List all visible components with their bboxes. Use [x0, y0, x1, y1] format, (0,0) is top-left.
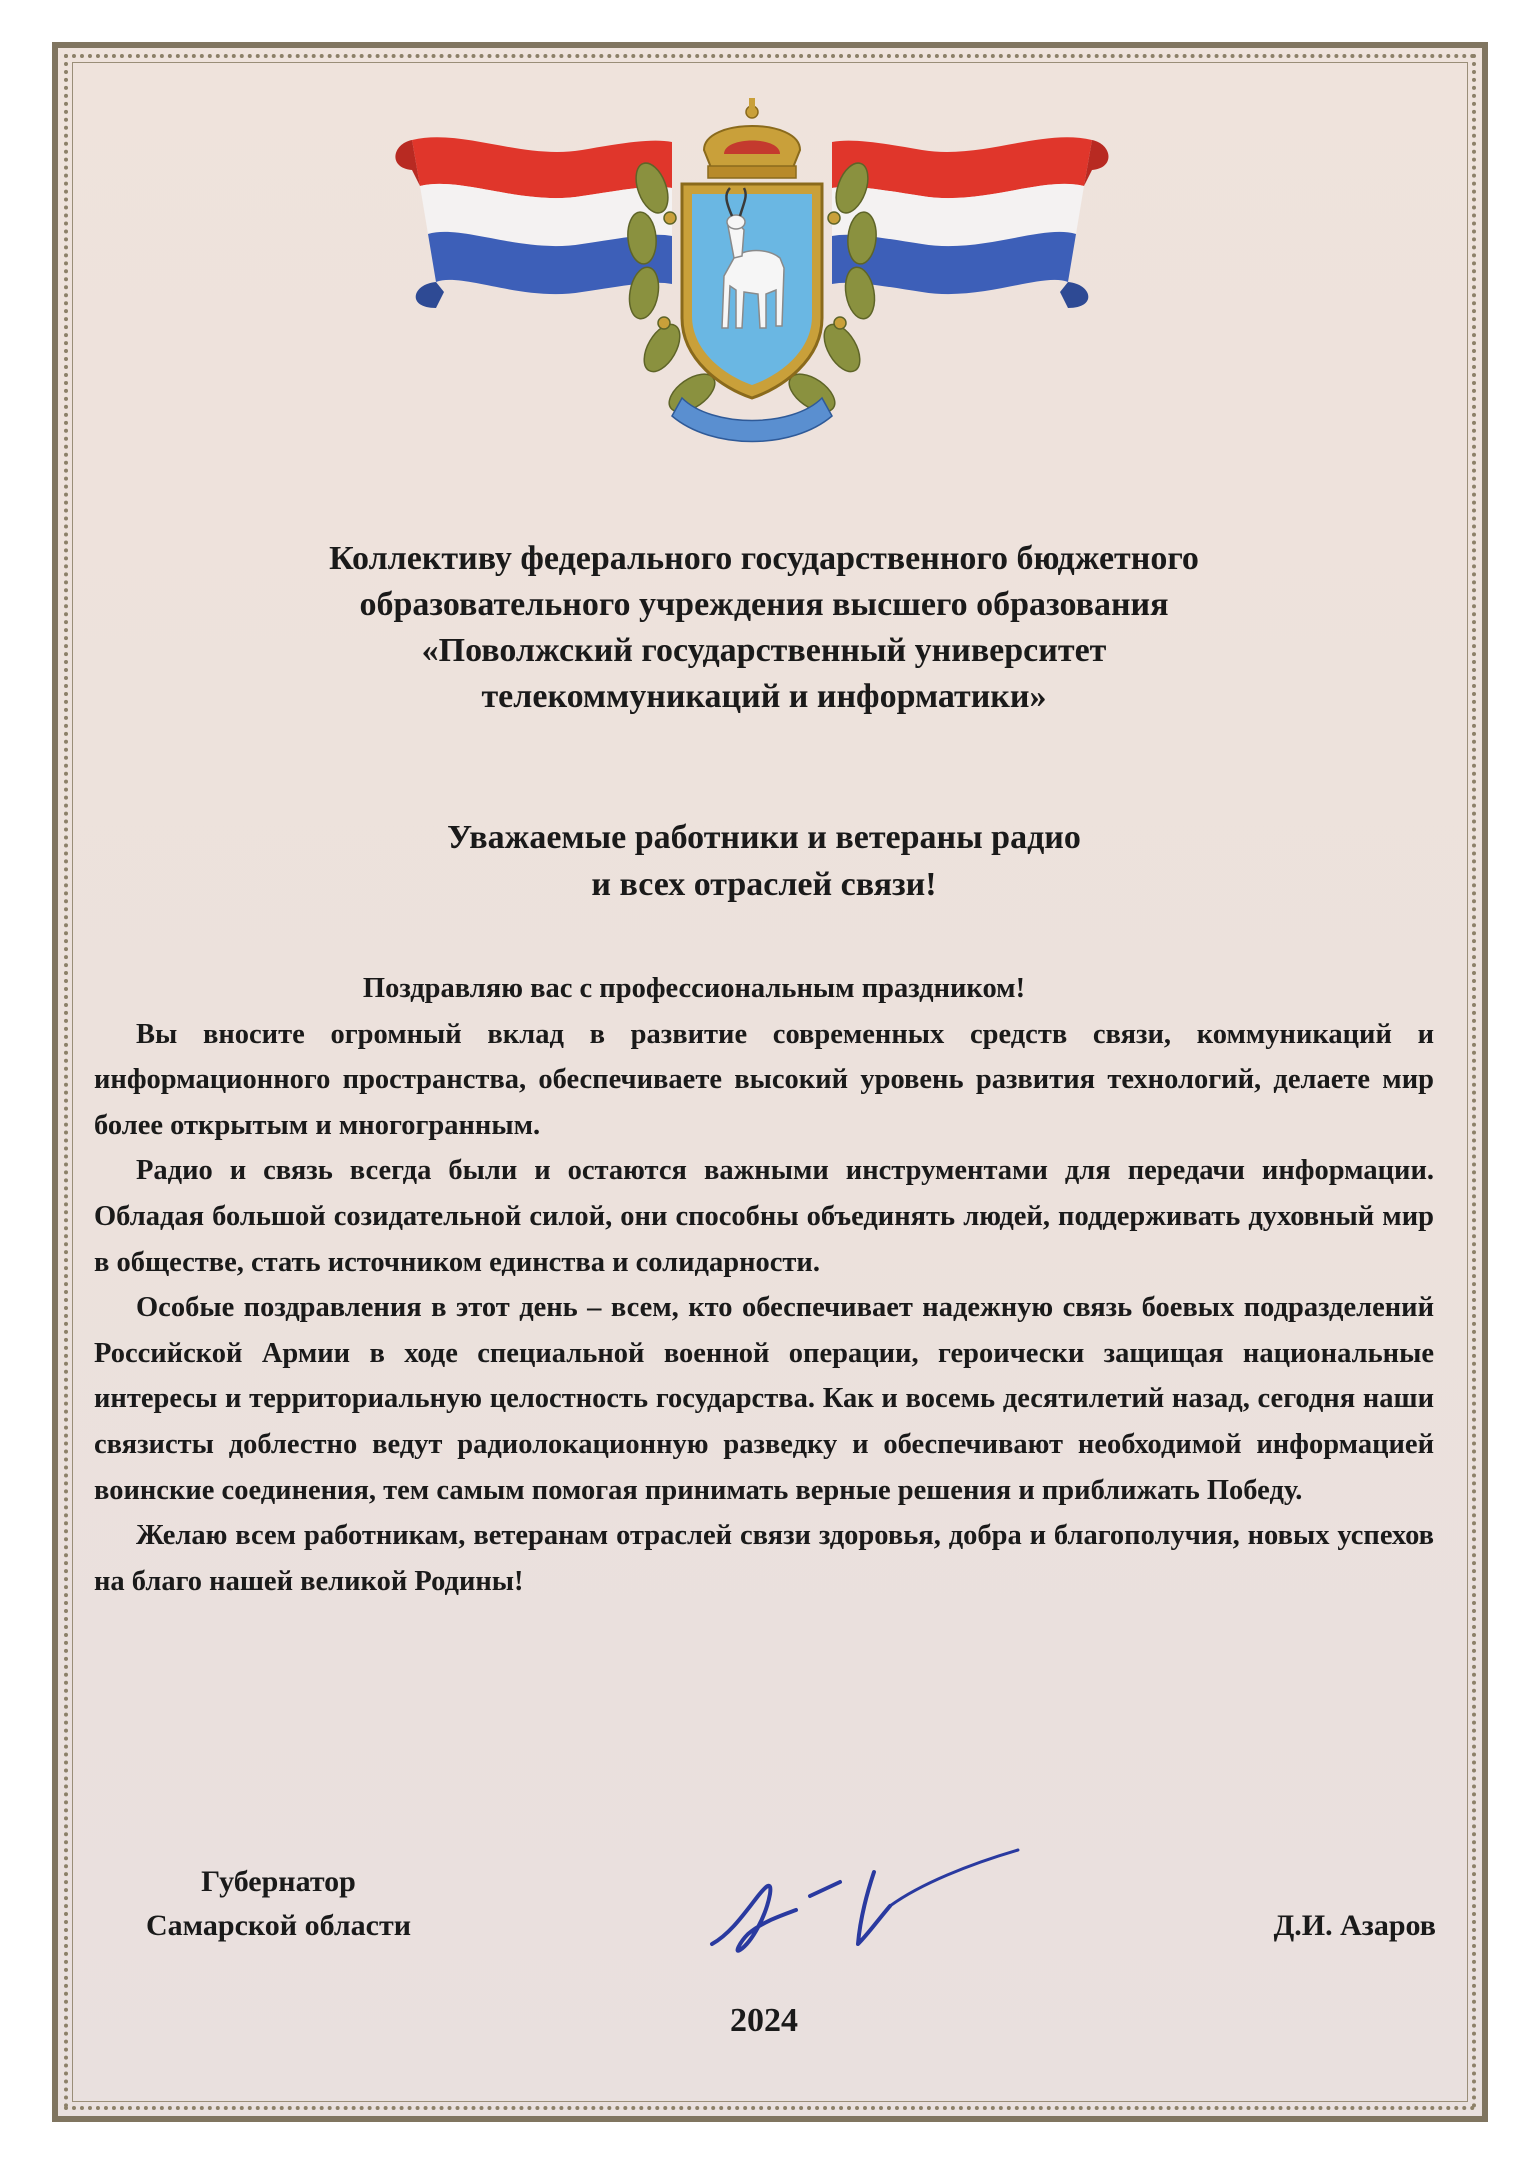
salutation-line: Уважаемые работники и ветераны радио — [447, 819, 1081, 856]
addressee-line: «Поволжский государственный университет — [421, 632, 1107, 669]
salutation-line: и всех отраслей связи! — [591, 866, 937, 903]
salutation — [94, 814, 1434, 908]
samara-coat-of-arms-emblem — [352, 98, 1152, 458]
addressee-line: телекоммуникаций и информатики» — [481, 678, 1047, 715]
addressee-line: образовательного учреждения высшего образования — [359, 586, 1169, 623]
body-paragraph: Вы вносите огромный вклад в развитие современных средств связи, коммуникаций и информационного пространства, обеспечиваете высокий уровень развития технологий, делаете мир более открытым и многогранным. — [94, 1018, 1434, 1141]
body-paragraph: Желаю всем работникам, ветеранам отраслей связи здоровья, добра и благополучия, новых успехов на благо нашей великой Родины! — [94, 1520, 1434, 1597]
signatory-name: Д.И. Азаров — [1273, 1909, 1436, 1942]
addressee — [94, 536, 1434, 720]
year: 2024 — [730, 2002, 798, 2039]
handwritten-signature — [700, 1838, 1030, 1968]
congrats-line: Поздравляю вас с профессиональным праздником! — [362, 973, 1026, 1004]
crown — [704, 98, 800, 178]
letter-body — [94, 966, 1434, 1604]
body-paragraph: Особые поздравления в этот день – всем, кто обеспечивает надежную связь боевых подразделений Российской Армии в ходе специальной военной операции, героически защищая национальные интересы и территориальную целостность государства. Как и восемь десятилетий назад, сегодня наши связисты доблестно ведут радиолокационную разведку и обеспечивают необходимой информацией воинские соединения, тем самым помогая принимать верные решения и приближать Победу. — [94, 1292, 1434, 1506]
signatory-title-line: Губернатор — [201, 1865, 356, 1898]
signatory-title — [146, 1860, 411, 1948]
body-paragraph: Радио и связь всегда были и остаются важными инструментами для передачи информации. Обладая большой созидательной силой, они способны объединять людей, поддерживать духовный мир в обществе, стать источником единства и солидарности. — [94, 1155, 1434, 1278]
signatory-title-line: Самарской области — [146, 1909, 411, 1942]
addressee-line: Коллективу федерального государственного бюджетного — [329, 540, 1199, 577]
